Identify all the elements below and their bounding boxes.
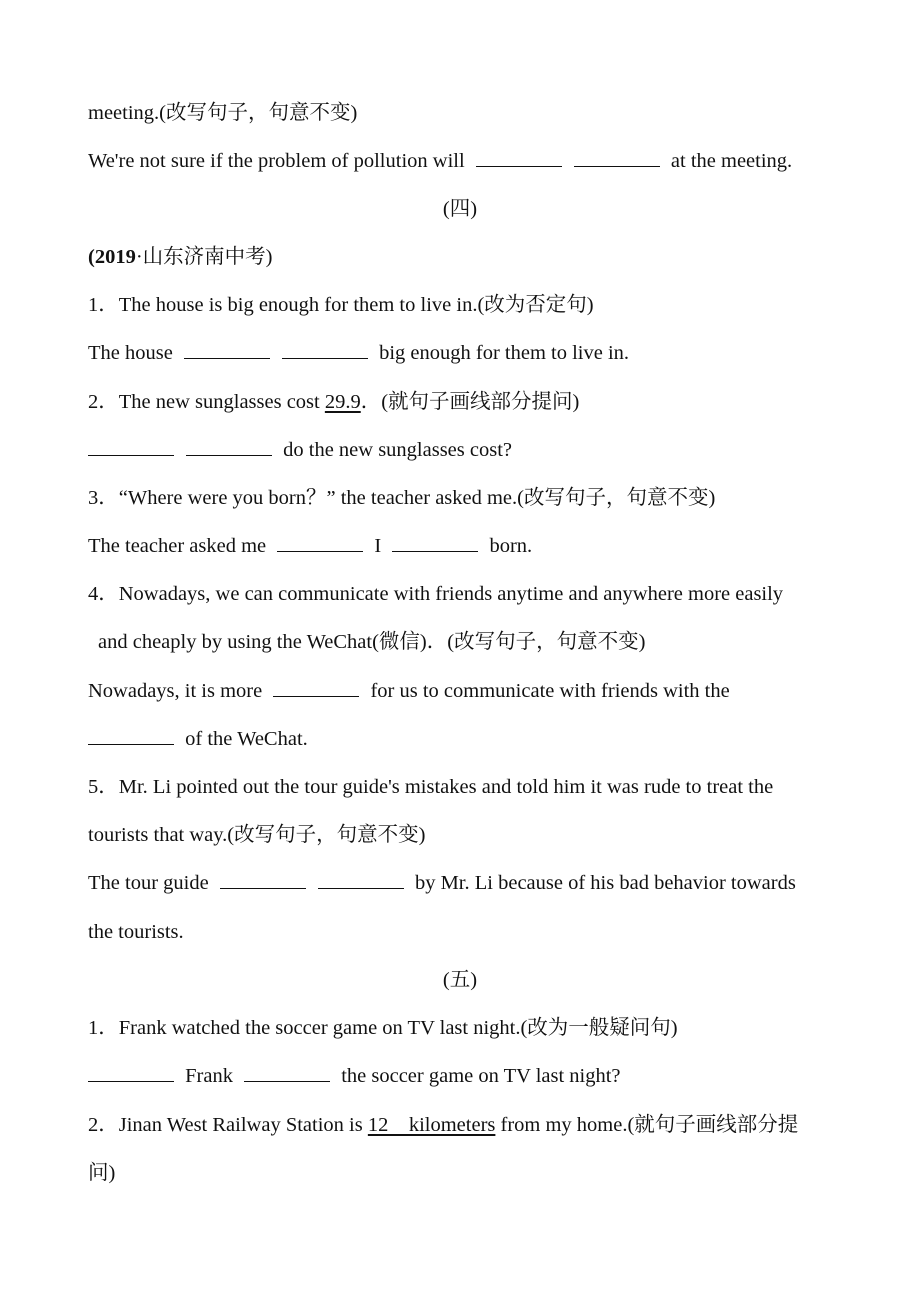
blank[interactable] xyxy=(186,437,272,456)
blank[interactable] xyxy=(476,148,562,167)
answer-pollution: We're not sure if the problem of pollution will at the meeting. xyxy=(88,150,793,172)
answer-4-1: The house big enough for them to live in. xyxy=(88,342,630,364)
blank[interactable] xyxy=(574,148,660,167)
section-heading-4: (四) xyxy=(442,198,478,220)
question-4-1: 1．The house is big enough for them to live in.(改为否定句) xyxy=(88,294,594,316)
answer-4-5-cont: the tourists. xyxy=(88,921,184,943)
blank[interactable] xyxy=(318,870,404,889)
question-4-5: 5．Mr. Li pointed out the tour guide's mistakes and told him it was rude to treat the xyxy=(88,776,774,798)
blank[interactable] xyxy=(277,533,363,552)
section-heading-5: (五) xyxy=(442,969,478,991)
question-5-1: 1．Frank watched the soccer game on TV last night.(改为一般疑问句) xyxy=(88,1017,678,1039)
blank[interactable] xyxy=(88,726,174,745)
answer-4-5: The tour guide by Mr. Li because of his bad behavior towards xyxy=(88,872,796,894)
question-5-2: 2．Jinan West Railway Station is 12 kilometers from my home.(就句子画线部分提 xyxy=(88,1114,799,1136)
answer-5-1: Frank the soccer game on TV last night? xyxy=(88,1063,621,1089)
question-5-2-cont: 问) xyxy=(88,1162,116,1184)
blank[interactable] xyxy=(220,870,306,889)
blank[interactable] xyxy=(88,1063,174,1082)
answer-4-2: do the new sunglasses cost? xyxy=(88,437,512,463)
question-4-2: 2．The new sunglasses cost 29.9．(就句子画线部分提问) xyxy=(88,391,580,413)
blank[interactable] xyxy=(244,1063,330,1082)
question-4-5-cont: tourists that way.(改写句子，句意不变) xyxy=(88,824,426,846)
question-4-4: 4．Nowadays, we can communicate with friends anytime and anywhere more easily xyxy=(88,583,784,605)
blank[interactable] xyxy=(392,533,478,552)
answer-4-3: The teacher asked me I born. xyxy=(88,535,533,557)
blank[interactable] xyxy=(88,437,174,456)
answer-4-4: Nowadays, it is more for us to communicate with friends with the xyxy=(88,680,730,702)
line-meeting: meeting.(改写句子，句意不变) xyxy=(88,102,358,124)
question-4-3: 3．“Where were you born？” the teacher asked me.(改写句子，句意不变) xyxy=(88,487,716,509)
blank[interactable] xyxy=(273,678,359,697)
blank[interactable] xyxy=(184,340,270,359)
source-note: (2019·山东济南中考) xyxy=(88,246,273,268)
question-4-4-cont: and cheaply by using the WeChat(微信)．(改写句子，句意不变) xyxy=(98,631,646,653)
blank[interactable] xyxy=(282,340,368,359)
answer-4-4-cont: of the WeChat. xyxy=(88,726,308,752)
